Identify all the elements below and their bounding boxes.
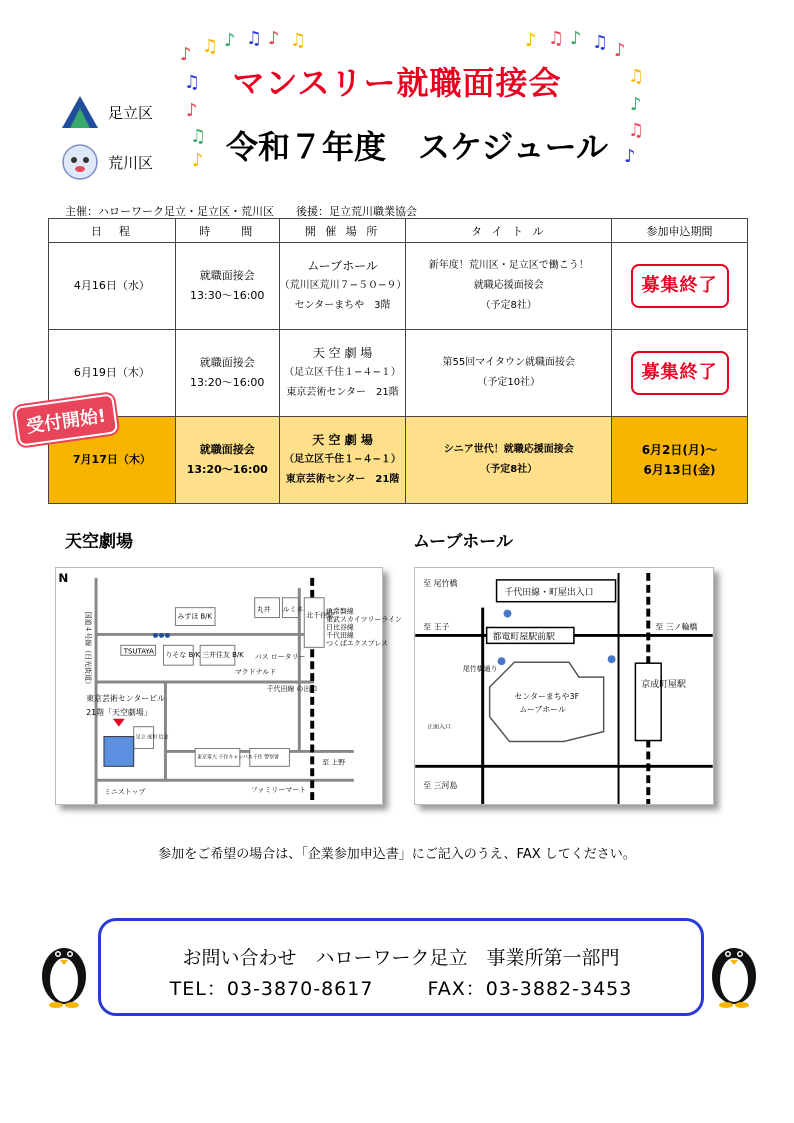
map-label: 至 王子 [423, 622, 450, 632]
map-label: 尾竹橋通り [462, 665, 498, 674]
svg-text:♪: ♪ [525, 30, 537, 51]
row-date: 4月16日（水） [49, 243, 176, 330]
map-label: 丸井 [256, 605, 271, 614]
map-label: ムーブホール [519, 704, 566, 714]
row-place [279, 417, 406, 504]
map-label: 都電町屋駅前駅 [492, 632, 555, 643]
closed-badge: 募集終了 [631, 264, 729, 308]
map-label: 京成町屋駅 [641, 679, 686, 690]
map-label: 至 尾竹橋 [423, 578, 458, 588]
place-name: 天 空 劇 場 [312, 346, 373, 360]
row-place [279, 243, 406, 330]
place-name: 天 空 劇 場 [312, 433, 373, 447]
map-label: ルミネ [282, 605, 304, 614]
time-label: 就職面接会 [199, 443, 255, 456]
place-detail: 東京芸術センター 21階 [286, 387, 399, 398]
row-title [406, 417, 612, 504]
svg-text:♫: ♫ [592, 32, 609, 53]
target-label: 21階「天空劇場」 [86, 707, 152, 717]
penguin-right-icon [706, 932, 762, 1008]
svg-text:♪: ♪ [570, 28, 582, 49]
map-label: 至 三ノ輪橋 [655, 622, 698, 632]
table-row-highlighted [49, 417, 748, 504]
place-address: （足立区千住１−４−１） [284, 454, 401, 465]
map-label: 至 上野 [322, 758, 346, 767]
place-address: （足立区千住１−４−１） [284, 367, 401, 378]
title-line: （予定8社） [480, 300, 537, 311]
map-label: ミニストップ [103, 788, 146, 797]
svg-text:♫: ♫ [290, 30, 307, 51]
map-label: 千住 警察署 [252, 754, 279, 761]
svg-text:♪: ♪ [186, 100, 198, 121]
arakawa-ward-name: 荒川区 [108, 153, 154, 172]
map-label: ファミリーマート [250, 786, 307, 795]
header-title: タ イ ト ル [406, 219, 612, 243]
map-label: 千代田線 の出口 [266, 684, 318, 693]
table-row [49, 330, 748, 417]
svg-text:N: N [58, 570, 69, 585]
svg-text:♫: ♫ [246, 28, 263, 49]
contact-tel: TEL：03-3870-8617 [169, 978, 374, 1000]
closed-badge: 募集終了 [631, 351, 729, 395]
table-row [49, 243, 748, 330]
header-time: 時 間 [175, 219, 279, 243]
adachi-ward-name: 足立区 [108, 103, 154, 122]
svg-text:♪: ♪ [630, 94, 642, 115]
time-range: 13:20〜16:00 [186, 463, 268, 476]
time-label: 就職面接会 [199, 356, 255, 369]
organizer-line: 主催：ハローワーク足立・足立区・荒川区 後援：足立荒川職業協会 [65, 205, 417, 218]
svg-text:♪: ♪ [624, 146, 636, 167]
map-label: JR常磐線 [326, 607, 354, 616]
title-line: 就職応援面接会 [473, 280, 544, 291]
contact-heading: お問い合わせ ハローワーク足立 事業所第一部門 [182, 947, 620, 969]
event-title: マンスリー就職面接会 [232, 64, 562, 102]
title-line: 第55回マイタウン就職面接会 [442, 357, 576, 368]
map-label: TSUTAYA [123, 647, 154, 656]
title-line: （予定8社） [480, 464, 538, 475]
period-start: 6月2日(月)〜 [641, 443, 718, 457]
svg-text:♪: ♪ [180, 44, 192, 65]
svg-text:♫: ♫ [628, 66, 645, 87]
map-label: 日比谷線 [326, 623, 354, 632]
row-title [406, 243, 612, 330]
title-line: 新年度！荒川区・足立区で働こう！ [428, 260, 589, 271]
map-label: 正面入口 [427, 723, 451, 731]
svg-text:♫: ♫ [190, 126, 207, 147]
svg-text:♫: ♫ [202, 36, 219, 57]
contact-fax: FAX：03-3882-3453 [427, 978, 633, 1000]
map-label: バス ロータリー [254, 653, 306, 662]
row-period [612, 417, 748, 504]
place-address: （荒川区荒川７−５０−９） [279, 280, 407, 291]
accepting-badge: 受付開始! [14, 393, 119, 447]
header-place: 開 催 場 所 [279, 219, 406, 243]
map-move-hall [414, 567, 714, 805]
header-date: 日 程 [49, 219, 176, 243]
table-header-row [49, 219, 748, 243]
map-label: 三井住友 B/K [202, 651, 244, 660]
map-label: 至 三河島 [423, 781, 458, 791]
schedule-table [48, 218, 748, 504]
header-period: 参加申込期間 [612, 219, 748, 243]
row-time [175, 417, 279, 504]
map-label: 千代田線・町屋出入口 [504, 587, 594, 598]
map-label: みずほ B/K [177, 612, 213, 621]
place-detail: センターまちや 3階 [294, 300, 391, 311]
title-line: （予定10社） [477, 377, 541, 388]
map-label: 東武スカイツリーライン [326, 615, 402, 624]
map-label: 北千住駅 [306, 611, 335, 620]
penguin-left-icon [36, 932, 92, 1008]
map-tenku-theater [55, 567, 402, 805]
map-title-move: ムーブホール [413, 532, 513, 552]
row-place [279, 330, 406, 417]
svg-text:♫: ♫ [628, 120, 645, 141]
row-period [612, 330, 748, 417]
svg-text:♫: ♫ [184, 72, 201, 93]
apply-note: 参加をご希望の場合は、「企業参加申込書」にご記入のうえ、FAX してください。 [158, 847, 636, 862]
row-period [612, 243, 748, 330]
map-title-tenku: 天空劇場 [65, 532, 133, 552]
period-end: 6月13日(金) [643, 463, 716, 477]
target-label: 東京芸術センタービル [86, 693, 166, 703]
row-date: 7月17日（木） [49, 417, 176, 504]
schedule-subtitle: 令和７年度 スケジュール [225, 128, 609, 166]
row-date: 6月19日（木） [49, 330, 176, 417]
time-range: 13:30〜16:00 [190, 289, 265, 302]
svg-text:♪: ♪ [224, 30, 236, 51]
map-label: つくばエクスプレス [326, 639, 388, 648]
map-label: 東京電大 千住キャンパス [197, 754, 253, 761]
contact-box [98, 918, 704, 1016]
place-name: ムーブホール [307, 259, 378, 273]
road-label: 国道４号線（日光街道） [84, 611, 93, 688]
map-label: 足立 成和 信金 [135, 734, 169, 741]
map-label: センターまちや3F [514, 691, 580, 701]
row-time [175, 243, 279, 330]
svg-text:♫: ♫ [548, 28, 565, 49]
map-label: マクドナルド [234, 668, 277, 677]
title-line: シニア世代！就職応援面接会 [443, 444, 574, 455]
map-label: 千代田線 [326, 631, 354, 640]
map-label: りそな B/K [165, 651, 201, 660]
svg-text:♪: ♪ [192, 150, 204, 171]
row-time [175, 330, 279, 417]
row-title [406, 330, 612, 417]
contact-numbers [101, 974, 701, 1001]
time-range: 13:20〜16:00 [190, 376, 265, 389]
svg-text:♪: ♪ [268, 28, 280, 49]
place-detail: 東京芸術センター 21階 [285, 474, 400, 485]
time-label: 就職面接会 [199, 269, 255, 282]
svg-text:♪: ♪ [614, 40, 626, 61]
